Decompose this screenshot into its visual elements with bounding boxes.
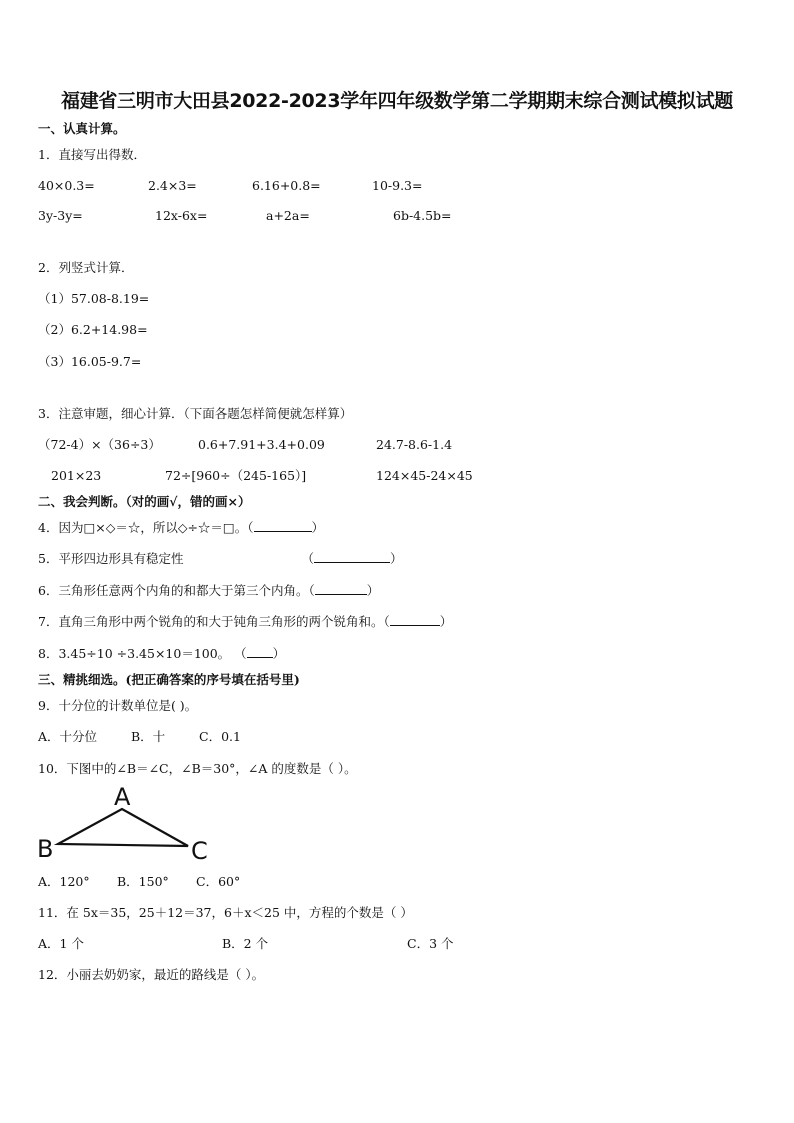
q7-answer-blank[interactable] bbox=[390, 614, 440, 626]
q5-answer-blank[interactable] bbox=[314, 551, 390, 563]
q1-expr-4: 10-9.3= bbox=[372, 178, 423, 193]
q4-answer-blank[interactable] bbox=[254, 520, 312, 532]
q5-open-paren: （ bbox=[301, 551, 314, 566]
q1-expr-1: 40×0.3= bbox=[38, 178, 95, 193]
q1-expr-8: 6b-4.5b= bbox=[393, 208, 452, 223]
question-11: 11．在 5x＝35，25＋12＝37，6＋x＜25 中，方程的个数是（ ） bbox=[38, 905, 413, 920]
question-12: 12．小丽去奶奶家，最近的路线是（ ）。 bbox=[38, 967, 265, 982]
q1-expr-7: a+2a= bbox=[266, 208, 310, 223]
question-1-label: 1．直接写出得数． bbox=[38, 147, 146, 162]
q4-text: 4．因为□×◇＝☆，所以◇÷☆＝□。（ bbox=[38, 520, 254, 535]
question-9: 9．十分位的计数单位是( )。 bbox=[38, 698, 198, 713]
vertex-b-label: B bbox=[37, 835, 54, 863]
section-1-heading: 一、认真计算。 bbox=[38, 121, 126, 136]
q1-expr-2: 2.4×3= bbox=[148, 178, 197, 193]
q3-expr-3: 24.7-8.6-1.4 bbox=[376, 437, 453, 452]
q10-option-b[interactable]: B．150° bbox=[117, 874, 169, 889]
q3-expr-5: 72÷[960÷（245-165）] bbox=[165, 468, 307, 483]
q11-option-c[interactable]: C．3 个 bbox=[407, 936, 454, 951]
question-10: 10．下图中的∠B＝∠C，∠B＝30°，∠A 的度数是（ ）。 bbox=[38, 761, 357, 776]
q1-expr-6: 12x-6x= bbox=[155, 208, 208, 223]
q3-expr-1: （72-4）×（36÷3） bbox=[38, 437, 161, 452]
triangle-abc bbox=[58, 809, 188, 846]
question-6 bbox=[38, 583, 379, 599]
question-2-label: 2．列竖式计算． bbox=[38, 260, 134, 275]
page-title: 福建省三明市大田县2022-2023学年四年级数学第二学期期末综合测试模拟试题 bbox=[61, 90, 733, 112]
q2-item-3: （3）16.05-9.7= bbox=[38, 354, 142, 369]
q9-option-b[interactable]: B．十 bbox=[131, 729, 166, 744]
q7-text: 7．直角三角形中两个锐角的和大于钝角三角形的两个锐角和。（ bbox=[38, 614, 390, 629]
q10-option-a[interactable]: A．120° bbox=[38, 874, 90, 889]
question-4 bbox=[38, 520, 324, 536]
triangle-figure bbox=[30, 783, 220, 868]
q3-expr-6: 124×45-24×45 bbox=[376, 468, 473, 483]
section-2-heading: 二、我会判断。（对的画√，错的画×） bbox=[38, 494, 251, 509]
section-3-heading: 三、精挑细选。(把正确答案的序号填在括号里) bbox=[38, 672, 300, 687]
question-7 bbox=[38, 614, 452, 630]
q8-text: 8．3.45÷10 ÷3.45×10＝100。 （ bbox=[38, 646, 247, 661]
q5-close-paren: ） bbox=[389, 551, 403, 566]
q2-item-1: （1）57.08-8.19= bbox=[38, 291, 150, 306]
question-3-label: 3．注意审题，细心计算．（下面各题怎样简便就怎样算） bbox=[38, 406, 353, 421]
q11-option-b[interactable]: B．2 个 bbox=[222, 936, 269, 951]
q9-option-a[interactable]: A．十分位 bbox=[38, 729, 98, 744]
vertex-c-label: C bbox=[191, 837, 208, 865]
q7-close-paren: ） bbox=[439, 614, 453, 629]
q8-close-paren: ） bbox=[272, 646, 286, 661]
q9-option-c[interactable]: C．0.1 bbox=[199, 729, 241, 744]
q1-expr-3: 6.16+0.8= bbox=[252, 178, 321, 193]
question-5 bbox=[38, 551, 403, 567]
q8-answer-blank[interactable] bbox=[247, 646, 273, 658]
vertex-a-label: A bbox=[114, 783, 131, 811]
q3-expr-4: 201×23 bbox=[51, 468, 102, 483]
question-8 bbox=[38, 646, 285, 662]
q6-close-paren: ） bbox=[366, 583, 380, 598]
q6-text: 6．三角形任意两个内角的和都大于第三个内角。（ bbox=[38, 583, 315, 598]
q2-item-2: （2）6.2+14.98= bbox=[38, 322, 148, 337]
q1-expr-5: 3y-3y= bbox=[38, 208, 83, 223]
q3-expr-2: 0.6+7.91+3.4+0.09 bbox=[198, 437, 325, 452]
q4-close-paren: ） bbox=[311, 520, 325, 535]
q6-answer-blank[interactable] bbox=[315, 583, 367, 595]
q10-option-c[interactable]: C．60° bbox=[196, 874, 241, 889]
q11-option-a[interactable]: A．1 个 bbox=[38, 936, 84, 951]
q5-text: 5．平形四边形具有稳定性 bbox=[38, 551, 184, 566]
